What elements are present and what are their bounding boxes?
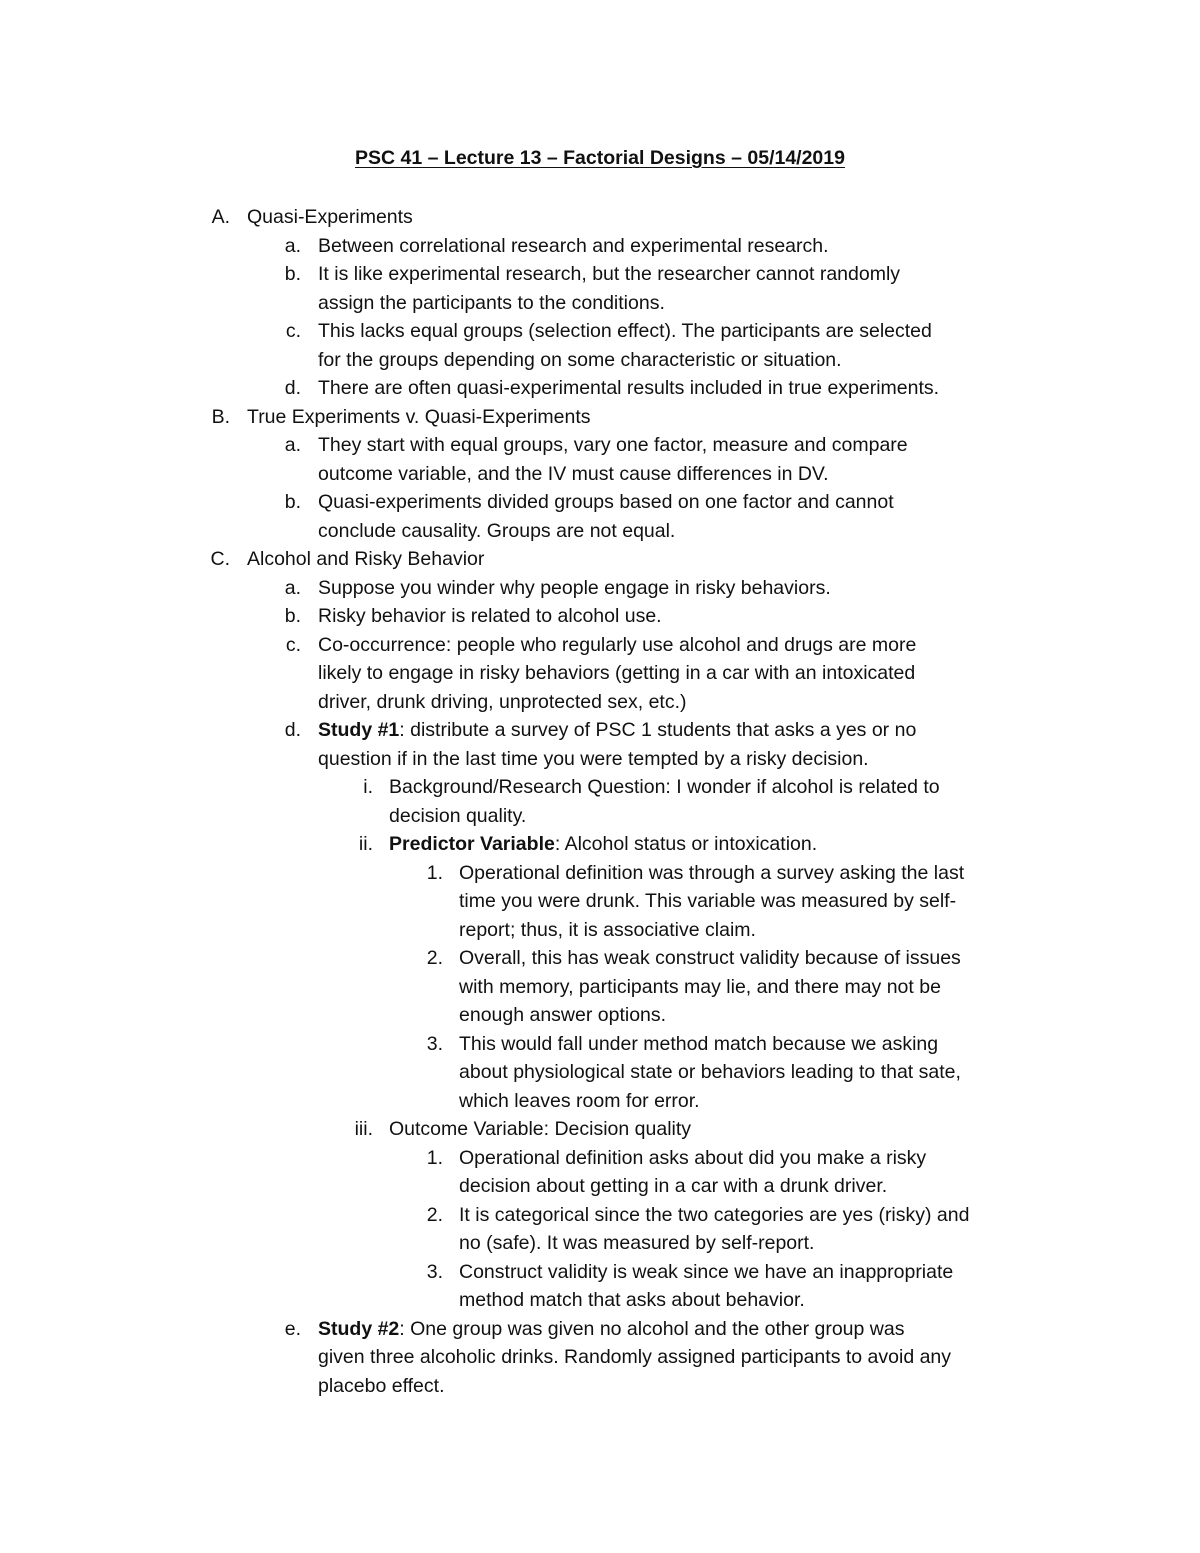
line-text: enough answer options. [459, 1004, 667, 1026]
outline-marker: i. [363, 776, 373, 798]
outline-text-line [389, 1115, 691, 1144]
outline-marker: d. [284, 719, 301, 741]
line-text: time you were drunk. This variable was measured by self- [459, 890, 957, 912]
outline-text-line [459, 916, 756, 945]
outline-marker: C. [210, 548, 230, 570]
outline-text-line [318, 574, 831, 603]
outline-text-line [459, 1058, 961, 1087]
line-text: Between correlational research and experimental research. [318, 234, 829, 257]
page-title: PSC 41 – Lecture 13 – Factorial Designs – 05/14/2019 [355, 147, 845, 169]
line-text: They start with equal groups, vary one factor, measure and compare [318, 434, 908, 456]
outline-text-line [459, 1201, 969, 1230]
outline-text-line [318, 317, 932, 346]
line-text: which leaves room for error. [459, 1089, 700, 1112]
outline-marker: b. [284, 263, 301, 285]
line-text: Operational definition was through a survey asking the last [459, 861, 965, 884]
line-text: decision quality. [389, 804, 527, 827]
bold-term: Study #2 [318, 1317, 400, 1340]
outline-text-line [389, 830, 817, 859]
outline-text-line [318, 517, 675, 546]
outline-text-line [459, 1229, 814, 1258]
outline-marker: A. [211, 206, 230, 228]
line-text: : Alcohol status or intoxication. [554, 833, 818, 855]
outline-text-line [318, 374, 939, 403]
outline-text-line [318, 346, 842, 375]
line-text: placebo effect. [318, 1374, 445, 1397]
outline-text-line [459, 859, 964, 888]
outline-marker: 1. [426, 861, 443, 884]
bold-term: Study #1 [318, 719, 400, 741]
outline-marker: iii. [354, 1118, 373, 1140]
outline-marker: c. [285, 320, 301, 342]
line-text: Background/Research Question: I wonder if alcohol is related to [389, 776, 940, 798]
outline-marker: a. [284, 434, 301, 456]
line-text: for the groups depending on some characteristic or situation. [318, 348, 842, 371]
outline-text-line [459, 1286, 805, 1315]
outline-text-line [318, 1372, 444, 1401]
line-text: about physiological state or behaviors leading to that sate, [459, 1061, 961, 1083]
outline-marker: d. [284, 377, 301, 399]
line-text: Co-occurrence: people who regularly use alcohol and drugs are more [318, 633, 917, 656]
outline-text-line [318, 631, 916, 660]
outline-text-line [459, 1087, 700, 1116]
outline-marker: ii. [358, 833, 373, 855]
outline-marker: a. [284, 234, 301, 257]
line-text: given three alcoholic drinks. Randomly assigned participants to avoid any [318, 1346, 952, 1368]
outline-text-line [459, 1030, 938, 1059]
outline-text-line [459, 887, 956, 916]
outline-text-line [459, 1001, 666, 1030]
line-text: It is like experimental research, but the researcher cannot randomly [318, 263, 901, 285]
line-text: Operational definition asks about did you make a risky [459, 1146, 927, 1169]
outline-text-line [318, 659, 915, 688]
outline-text-line [318, 1315, 904, 1344]
outline-text-line [318, 602, 662, 631]
line-text: This would fall under method match because we asking [459, 1032, 939, 1055]
line-text: Suppose you winder why people engage in risky behaviors. [318, 576, 831, 599]
line-text: Quasi-Experiments [247, 206, 413, 228]
outline-marker: c. [285, 633, 301, 656]
outline-text-line [318, 431, 908, 460]
line-text: question if in the last time you were tempted by a risky decision. [318, 747, 869, 770]
line-text: outcome variable, and the IV must cause differences in DV. [318, 462, 829, 485]
outline-text-line [459, 973, 941, 1002]
line-text: Overall, this has weak construct validity because of issues [459, 947, 961, 969]
line-text: There are often quasi-experimental results included in true experiments. [318, 377, 940, 399]
outline-text-line [318, 688, 687, 717]
line-text: Quasi-experiments divided groups based on one factor and cannot [318, 491, 894, 513]
outline-text-line [318, 289, 665, 318]
line-text: True Experiments v. Quasi-Experiments [247, 405, 591, 428]
line-text: This lacks equal groups (selection effect). The participants are selected [318, 320, 932, 342]
line-text: report; thus, it is associative claim. [459, 918, 756, 941]
line-text: assign the participants to the conditions. [318, 291, 665, 314]
outline-text-line [389, 773, 940, 802]
outline-text-line [318, 745, 869, 774]
line-text: likely to engage in risky behaviors (getting in a car with an intoxicated [318, 662, 916, 684]
outline-text-line [318, 488, 894, 517]
outline-marker: 2. [426, 1203, 443, 1226]
outline-text-line [247, 403, 591, 432]
outline-marker: 3. [426, 1260, 443, 1283]
outline-marker: b. [284, 491, 301, 513]
outline-text-line [318, 232, 829, 261]
line-text: : distribute a survey of PSC 1 students that asks a yes or no [399, 719, 917, 741]
line-text: Alcohol and Risky Behavior [247, 548, 485, 570]
outline-text-line [459, 1258, 953, 1287]
outline-text-line [459, 1172, 887, 1201]
line-text: Risky behavior is related to alcohol use. [318, 605, 662, 627]
outline-text-line [459, 944, 961, 973]
outline-text-line [247, 545, 484, 574]
outline-text-line [318, 716, 916, 745]
line-text: driver, drunk driving, unprotected sex, etc.) [318, 690, 687, 713]
outline-marker: b. [284, 605, 301, 627]
line-text: no (safe). It was measured by self-report. [459, 1232, 815, 1254]
bold-term: Predictor Variable [389, 833, 555, 855]
line-text: with memory, participants may lie, and there may not be [459, 975, 941, 998]
line-text: decision about getting in a car with a drunk driver. [459, 1175, 888, 1197]
line-text: Outcome Variable: Decision quality [389, 1118, 692, 1140]
line-text: Construct validity is weak since we have an inappropriate [459, 1260, 954, 1283]
outline-text-line [318, 1343, 951, 1372]
outline-marker: e. [284, 1317, 301, 1340]
outline-marker: 3. [426, 1032, 443, 1055]
outline-text-line [247, 203, 413, 232]
outline-marker: 2. [426, 947, 443, 969]
line-text: conclude causality. Groups are not equal. [318, 519, 676, 542]
outline-marker: a. [284, 576, 301, 599]
line-text: : One group was given no alcohol and the other group was [399, 1317, 905, 1340]
outline-text-line [459, 1144, 926, 1173]
line-text: It is categorical since the two categories are yes (risky) and [459, 1203, 970, 1226]
line-text: method match that asks about behavior. [459, 1289, 805, 1311]
outline-marker: B. [211, 405, 230, 428]
outline-text-line [389, 802, 526, 831]
outline-text-line [318, 460, 829, 489]
outline-marker: 1. [426, 1146, 443, 1169]
outline-text-line [318, 260, 900, 289]
